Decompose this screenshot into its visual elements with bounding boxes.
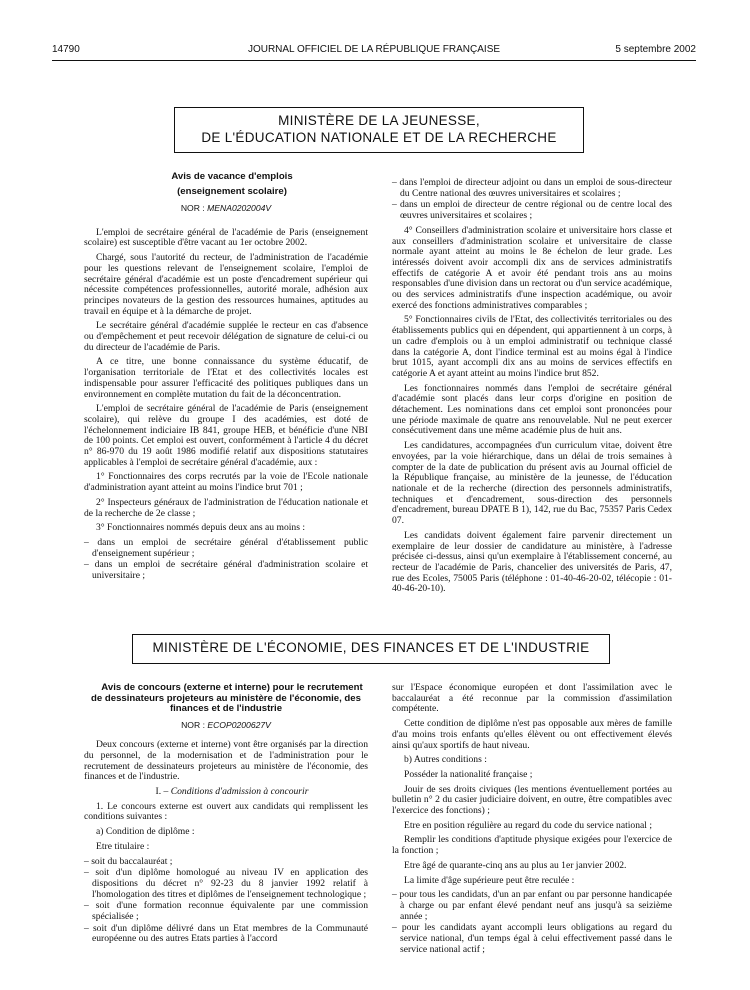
section2-right-column — [392, 683, 672, 956]
dash-item: – dans un emploi de secrétaire général d'établissement public d'enseignement supérieur ; — [84, 538, 368, 559]
dash-item: – soit d'un diplôme homologué au niveau IV en application des dispositions du décret n° 92-23 du 8 janvier 1992 relatif à l'homologation des titres et diplômes de l'enseignement technologique ; — [84, 868, 368, 900]
page-header — [52, 44, 696, 58]
ministry-box-economy — [132, 634, 610, 664]
dash-item: – soit d'une formation reconnue équivalente par une commission spécialisée ; — [84, 901, 368, 922]
paragraph: A ce titre, une bonne connaissance du système éducatif, de l'organisation territoriale de l'Etat et des collectivités locales est indispensable pour assurer l'efficacité des politiques publiques dans un environnement en complète mutation du fait de la déconcentration. — [84, 356, 368, 400]
paragraph: Etre titulaire : — [96, 840, 150, 852]
paragraph: L'emploi de secrétaire général de l'académie de Paris (enseignement scolaire), qui relève du groupe I des académies, est doté de l'échelonnement indiciaire IB 841, groupe HEB, et bénéficie d'une NBI de 100 points. Cet emploi est ouvert, conformément à l'article 4 du décret n° 86-970 du 19 août 1986 modifié relatif aux dispositions statutaires applicables à l'emploi de secrétaire général d'académie, aux : — [84, 403, 368, 468]
nor-code: ECOP0200627V — [207, 719, 271, 730]
ministry-title-line2: DE L'ÉDUCATION NATIONALE ET DE LA RECHERCHE — [201, 130, 557, 145]
paragraph-continued: sur l'Espace économique européen et dont l'assimilation avec le baccalauréat a été reconnue par la commission d'assimilation compétente. — [392, 682, 672, 715]
section2-left-column — [84, 683, 368, 946]
paragraph: a) Condition de diplôme : — [96, 826, 195, 838]
dash-item: – dans l'emploi de directeur adjoint ou dans un emploi de sous-directeur du Centre national des œuvres universitaires et scolaires ; — [392, 178, 672, 199]
subsection-prefix: I. – — [155, 786, 171, 798]
paragraph: La limite d'âge supérieure peut être reculée : — [404, 874, 575, 886]
dash-item: – dans un emploi de secrétaire général d'administration scolaire et universitaire ; — [84, 560, 368, 581]
page-number: 14790 — [52, 44, 80, 55]
paragraph: Chargé, sous l'autorité du recteur, de l'administration de l'académie pour les questions relevant de l'enseignement scolaire, l'emploi de secrétaire général d'académie est un poste d'encadrement supérieur qui nécessite compétences professionnelles, autorité morale, adhésion aux principes novateurs de la gestion des ressources humaines, aptitudes au travail en équipe et à la démarche de projet. — [84, 252, 368, 317]
nor-label: NOR : — [180, 203, 208, 213]
paragraph: b) Autres conditions : — [404, 754, 487, 766]
dash-item: – soit d'un diplôme délivré dans un Etat membres de la Communauté européenne ou des autres Etats parties à l'accord — [84, 924, 368, 945]
paragraph: 2° Inspecteurs généraux de l'administration de l'éducation nationale et de la recherche de 2e classe ; — [84, 496, 368, 519]
paragraph: 1° Fonctionnaires des corps recrutés par la voie de l'Ecole nationale d'administration ayant atteint au moins l'indice brut 701 ; — [84, 471, 368, 494]
nor-label: NOR : — [181, 719, 208, 730]
ministry-box-education — [174, 107, 584, 153]
paragraph: Cette condition de diplôme n'est pas opposable aux mères de famille d'au moins trois enfants qu'elles élèvent ou ont effectivement élevés ainsi qu'aux sportifs de haut niveau. — [392, 718, 672, 751]
avis-title-line1: Avis de vacance d'emplois — [171, 171, 293, 182]
nor-reference — [84, 203, 368, 214]
publication-date: 5 septembre 2002 — [615, 44, 696, 55]
subsection-title: Conditions d'admission à concourir — [170, 786, 309, 798]
ministry-title: MINISTÈRE DE L'ÉCONOMIE, DES FINANCES ET DE L'INDUSTRIE — [152, 640, 590, 655]
section1-right-column — [392, 178, 672, 599]
header-rule — [52, 60, 696, 61]
subsection-heading — [84, 787, 368, 798]
paragraph: Jouir de ses droits civiques (les mentions éventuellement portées au bulletin n° 2 du casier judiciaire doivent, en outre, être compatibles avec l'exercice des fonctions) ; — [392, 783, 672, 817]
paragraph: Etre âgé de quarante-cinq ans au plus au 1er janvier 2002. — [404, 859, 627, 871]
paragraph: Le secrétaire général d'académie supplée le recteur en cas d'absence ou d'empêchement et peut recevoir délégation de signature de celui-ci ou du directeur de l'académie de Paris. — [84, 320, 368, 353]
paragraph: Remplir les conditions d'aptitude physique exigées pour l'exercice de la fonction ; — [392, 834, 672, 857]
avis-title: Avis de concours (externe et interne) pour le recrutement de dessinateurs projeteurs au ministère de l'économie, des finances et de l'industrie — [91, 682, 363, 714]
paragraph: 5° Fonctionnaires civils de l'Etat, des collectivités territoriales ou des établissements publics qui en dépendent, qui appartiennent à un corps, à un cadre d'emplois ou à un emploi administratif ou technique classé dans la catégorie A, dont l'indice terminal est au moins égal à l'indice brut 1015, ayant accompli dix ans au moins de services effectifs en catégorie A et ayant atteint au moins l'indice brut 852. — [392, 314, 672, 379]
paragraph: Les candidats doivent également faire parvenir directement un exemplaire de leur dossier de candidature au ministère, à l'adresse précisée ci-dessus, ainsi qu'un exemplaire à l'établissement concerné, au recteur de l'académie de Paris, chancelier des universités de Paris, 47, rue des Ecoles, 75005 Paris (téléphone : 01-40-46-20-02, télécopie : 01-40-46-20-10). — [392, 529, 672, 595]
ministry-title-line1: MINISTÈRE DE LA JEUNESSE, — [278, 113, 480, 128]
paragraph: Les fonctionnaires nommés dans l'emploi de secrétaire général d'académie sont placés dans leur corps d'origine en position de détachement. Les nominations dans cet emploi sont prononcées pour une période maximale de quatre ans renouvelable. Nul ne peut exercer consécutivement dans une même académie plus de huit ans. — [392, 382, 672, 437]
dash-item: – pour tous les candidats, d'un an par enfant ou par personne handicapée à charge ou par enfant élevé pendant neuf ans jusqu'à sa seizième année ; — [392, 890, 672, 922]
paragraph: Posséder la nationalité française ; — [404, 768, 533, 780]
dash-item: – dans un emploi de directeur de centre régional ou de centre local des œuvres universitaires et scolaires ; — [392, 200, 672, 221]
paragraph: Etre en position régulière au regard du code du service national ; — [404, 819, 653, 831]
dash-item: – soit du baccalauréat ; — [84, 857, 368, 868]
paragraph: 4° Conseillers d'administration scolaire et universitaire hors classe et aux conseillers d'administration scolaire et universitaire de classe normale ayant atteint au moins le 8e échelon de leur grade. Les intéressés doivent avoir accompli dix ans de services administratifs effectifs de catégorie A et avoir été pendant trois ans au moins responsables d'une division dans un rectorat ou d'un service académique, ou des services administratifs d'une inspection académique, ou avoir exercé des fonctions administratives comparables ; — [392, 224, 672, 311]
paragraph: L'emploi de secrétaire général de l'académie de Paris (enseignement scolaire) est susceptible d'être vacant au 1er octobre 2002. — [84, 226, 368, 249]
nor-code: MENA0202004V — [207, 203, 272, 213]
avis-title-line2: (enseignement scolaire) — [177, 185, 287, 197]
paragraph: Deux concours (externe et interne) vont être organisés par la direction du personnel, de la modernisation et de l'administration pour le recrutement de dessinateurs projeteurs au ministère de l'économie, des finances et de l'industrie. — [84, 739, 368, 783]
paragraph: Les candidatures, accompagnées d'un curriculum vitae, doivent être envoyées, par la voie hiérarchique, dans un délai de trois semaines à compter de la date de publication du présent avis au Journal officiel de la République française, au ministère de la jeunesse, de l'éducation nationale et de la recherche (direction des personnels administratifs, techniques et d'encadrement, sous-direction des personnels d'encadrement, bureau DPATE B 1), 142, rue du Bac, 75357 Paris Cedex 07. — [392, 440, 672, 527]
nor-reference — [84, 720, 368, 731]
journal-title: JOURNAL OFFICIEL DE LA RÉPUBLIQUE FRANÇAISE — [247, 44, 501, 55]
paragraph: 1. Le concours externe est ouvert aux candidats qui remplissent les conditions suivantes : — [84, 800, 368, 823]
section1-left-column — [84, 172, 368, 583]
dash-item: – pour les candidats ayant accompli leurs obligations au regard du service national, d'un temps égal à celui effectivement passé dans le service national actif ; — [392, 923, 672, 955]
paragraph: 3° Fonctionnaires nommés depuis deux ans au moins : — [96, 522, 306, 534]
